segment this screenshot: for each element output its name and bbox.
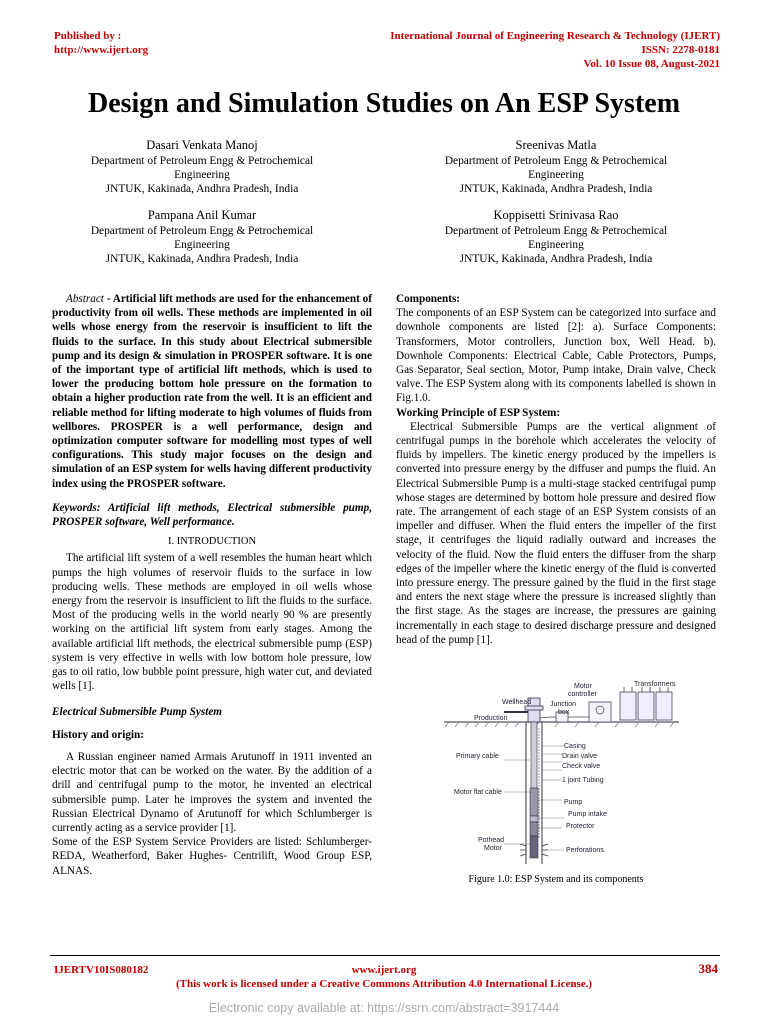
label-primary-cable: Primary cable <box>456 753 499 760</box>
author-name: Dasari Venkata Manoj <box>146 138 258 152</box>
transformers-icon <box>620 687 672 720</box>
working-principle-paragraph: Electrical Submersible Pumps are the vertical alignment of centrifugal pumps in the borehole which accelerates the velocity of fluids by impellers. The kinetic energy produced by the impellers is converted into pressure energy by the diffuser and pumps the fluid. An Electrical Submersible Pump is a multi-stage stacked centrifugal pump whose stages are determined by bottom hole pressure and desired flow rate. The arrangement of each stage of an ESP System consists of an impeller and diffuser. When the fluid enters the impeller of the first stage, it centrifuges the liquid radially outward and increases the velocity of the fluid. Now the fluid enters the diffuser from the sharp edges of the impeller where the kinetic energy of the fluid is converted into pressure energy. The pressure gained by the fluid in the first stage and enters the next stage where the pressure is increased slightly than the first stage. As the stages are increase, the pressures are gaining incrementally in each stage to desired discharge pressure and designed head of the pump [1]. <box>396 420 716 646</box>
publisher-url[interactable]: http://www.ijert.org <box>54 44 149 56</box>
author-dept: Engineering <box>528 239 584 251</box>
author-affiliation: JNTUK, Kakinada, Andhra Pradesh, India <box>459 183 653 195</box>
esp-system-diagram <box>444 678 684 870</box>
section-heading-introduction: I. INTRODUCTION <box>167 536 257 548</box>
abstract-label: Abstract <box>66 293 104 305</box>
providers-paragraph: Some of the ESP System Service Providers are listed: Schlumberger- REDA, Weatherford, Baker Hughes- Centrilift, Wood Group ESP, ALNAS. <box>52 836 372 877</box>
right-column <box>396 292 716 647</box>
journal-name: International Journal of Engineering Research & Technology (IJERT) <box>390 30 720 42</box>
label-pothead: Motor <box>484 845 502 852</box>
author-name: Pampana Anil Kumar <box>147 208 257 222</box>
author-dept: Department of Petroleum Engg & Petrochemical <box>444 225 668 237</box>
paper-id: IJERTV10IS080182 <box>54 964 149 976</box>
publisher-label: Published by : <box>54 30 122 42</box>
pump-section <box>530 788 538 816</box>
tubing <box>531 722 537 788</box>
label-transformers: Transformers <box>634 681 676 688</box>
author-name: Sreenivas Matla <box>515 138 597 152</box>
label-junction-box: Junction <box>550 701 577 708</box>
keywords: Keywords: Artificial lift methods, Electrical submersible pump, PROSPER software, Well performance. <box>52 501 372 529</box>
label-casing: Casing <box>564 743 586 750</box>
abstract-text: - Artificial lift methods are used for the enhancement of productivity from oil wells. These methods are implemented in oil wells whose energy from the reservoir is insufficient to lift the fluids to the surface. In this study about Electrical submersible pump and its design & simulation in PROSPER software. It is one of the important type of artificial lift methods, which is used to lower the producing bottom hole pressure on the formation to obtain a higher production rate from the well. It is an efficient and reliable method for lifting moderate to high volumes of fluids from wellbores. PROSPER is a well performance, design and optimization computer software for modelling most types of well configurations. This study major focuses on the design and simulation of an ESP system for wells having different productivity index using the PROSPER software. <box>52 293 372 490</box>
abstract <box>52 292 372 491</box>
page-number: 384 <box>698 961 718 976</box>
author-dept: Department of Petroleum Engg & Petrochemical <box>444 155 668 167</box>
author-block-2 <box>396 138 716 196</box>
author-dept: Department of Petroleum Engg & Petrochemical <box>90 155 314 167</box>
subsection-heading-history: History and origin: <box>52 728 144 741</box>
label-wellhead: Wellhead <box>502 699 532 706</box>
pump-intake <box>530 816 538 822</box>
author-block-1 <box>42 138 362 196</box>
motor <box>530 836 538 858</box>
paper-title: Design and Simulation Studies on An ESP System <box>87 88 681 119</box>
working-principle-heading: Working Principle of ESP System: <box>396 406 561 419</box>
components-paragraph: The components of an ESP System can be categorized into surface and downhole components are listed [2]: a). Surface Components: Transformers, Motor controllers, Junction box, Well Head. b). Downhole Components: Electrical Cable, Cable Protectors, Pumps, Gas Separator, Seal section, Motor, Pump intake, Drain valve, Check valve. The ESP System along with its components labelled is shown in Fig.1.0. <box>396 307 716 405</box>
cable-line <box>539 717 556 718</box>
issn: ISSN: 2278-0181 <box>641 44 720 56</box>
history-paragraph: A Russian engineer named Armais Arutunoff in 1911 invented an electric motor that can be worked on the water. By the addition of a drill and centrifugal pump to the motor, he invented an electrical submersible pump. Later he improves the system and invented the Russian Electrical Dynamo of Arutunoff for which Schlumberger is currently acting as a service provider [1]. <box>52 750 372 834</box>
author-affiliation: JNTUK, Kakinada, Andhra Pradesh, India <box>105 253 299 265</box>
label-motor-controller: Motor <box>574 683 592 690</box>
license-note: (This work is licensed under a Creative Commons Attribution 4.0 International License.) <box>175 978 593 990</box>
label-check-valve: Check valve <box>562 763 601 770</box>
label-motor-controller: controller <box>568 691 597 698</box>
intro-paragraph: The artificial lift system of a well resembles the human heart which pumps the high volumes of reservoir fluids to the surface in low producing wells. These methods are employed in oil wells whose energy from the reservoir is insufficient to lift the fluids to the surface. Most of the producing wells in the world nearly 90 % are presently working on the artificial lift system from early stages. Among the available artificial lift methods, the electrical submersible pump (ESP) system is very effective in wells with low bottom hole pressure, low gas to oil ratio, low bubble point pressure, high water cut, and deviated wells [1]. <box>52 552 372 693</box>
author-dept: Engineering <box>174 239 230 251</box>
components-heading: Components: <box>396 293 461 305</box>
label-motor-flat-cable: Motor flat cable <box>454 789 502 796</box>
author-dept: Engineering <box>174 169 230 181</box>
volume-issue: Vol. 10 Issue 08, August-2021 <box>583 58 720 70</box>
footer-url[interactable]: www.ijert.org <box>351 964 417 976</box>
label-drain-valve: Drain valve <box>562 753 598 760</box>
author-name: Koppisetti Srinivasa Rao <box>493 208 619 222</box>
author-affiliation: JNTUK, Kakinada, Andhra Pradesh, India <box>105 183 299 195</box>
motor-controller-icon <box>589 702 611 722</box>
footer-rule <box>50 955 720 956</box>
label-perforations: Perforations. <box>566 847 606 854</box>
left-column <box>52 292 372 878</box>
author-block-3 <box>42 208 362 266</box>
label-protector: Protector <box>566 823 595 830</box>
figure-caption: Figure 1.0: ESP System and its components <box>468 874 644 885</box>
header-right <box>390 29 720 71</box>
author-block-4 <box>396 208 716 266</box>
subsection-heading-esp: Electrical Submersible Pump System <box>52 706 222 719</box>
author-affiliation: JNTUK, Kakinada, Andhra Pradesh, India <box>459 253 653 265</box>
label-tubing: 1 joint Tubing <box>562 777 604 784</box>
label-pump-intake: Pump intake <box>568 811 607 818</box>
ssrn-watermark[interactable]: Electronic copy available at: https://ssrn.com/abstract=3917444 <box>208 1001 560 1015</box>
label-pump: Pump <box>564 799 583 806</box>
label-pothead: Pothead <box>478 837 505 844</box>
author-dept: Engineering <box>528 169 584 181</box>
protector <box>530 822 538 836</box>
author-dept: Department of Petroleum Engg & Petrochemical <box>90 225 314 237</box>
label-junction-box: box <box>558 709 570 716</box>
label-production: Production <box>474 715 508 722</box>
header-left <box>54 29 148 57</box>
ground-hatch <box>445 722 674 727</box>
